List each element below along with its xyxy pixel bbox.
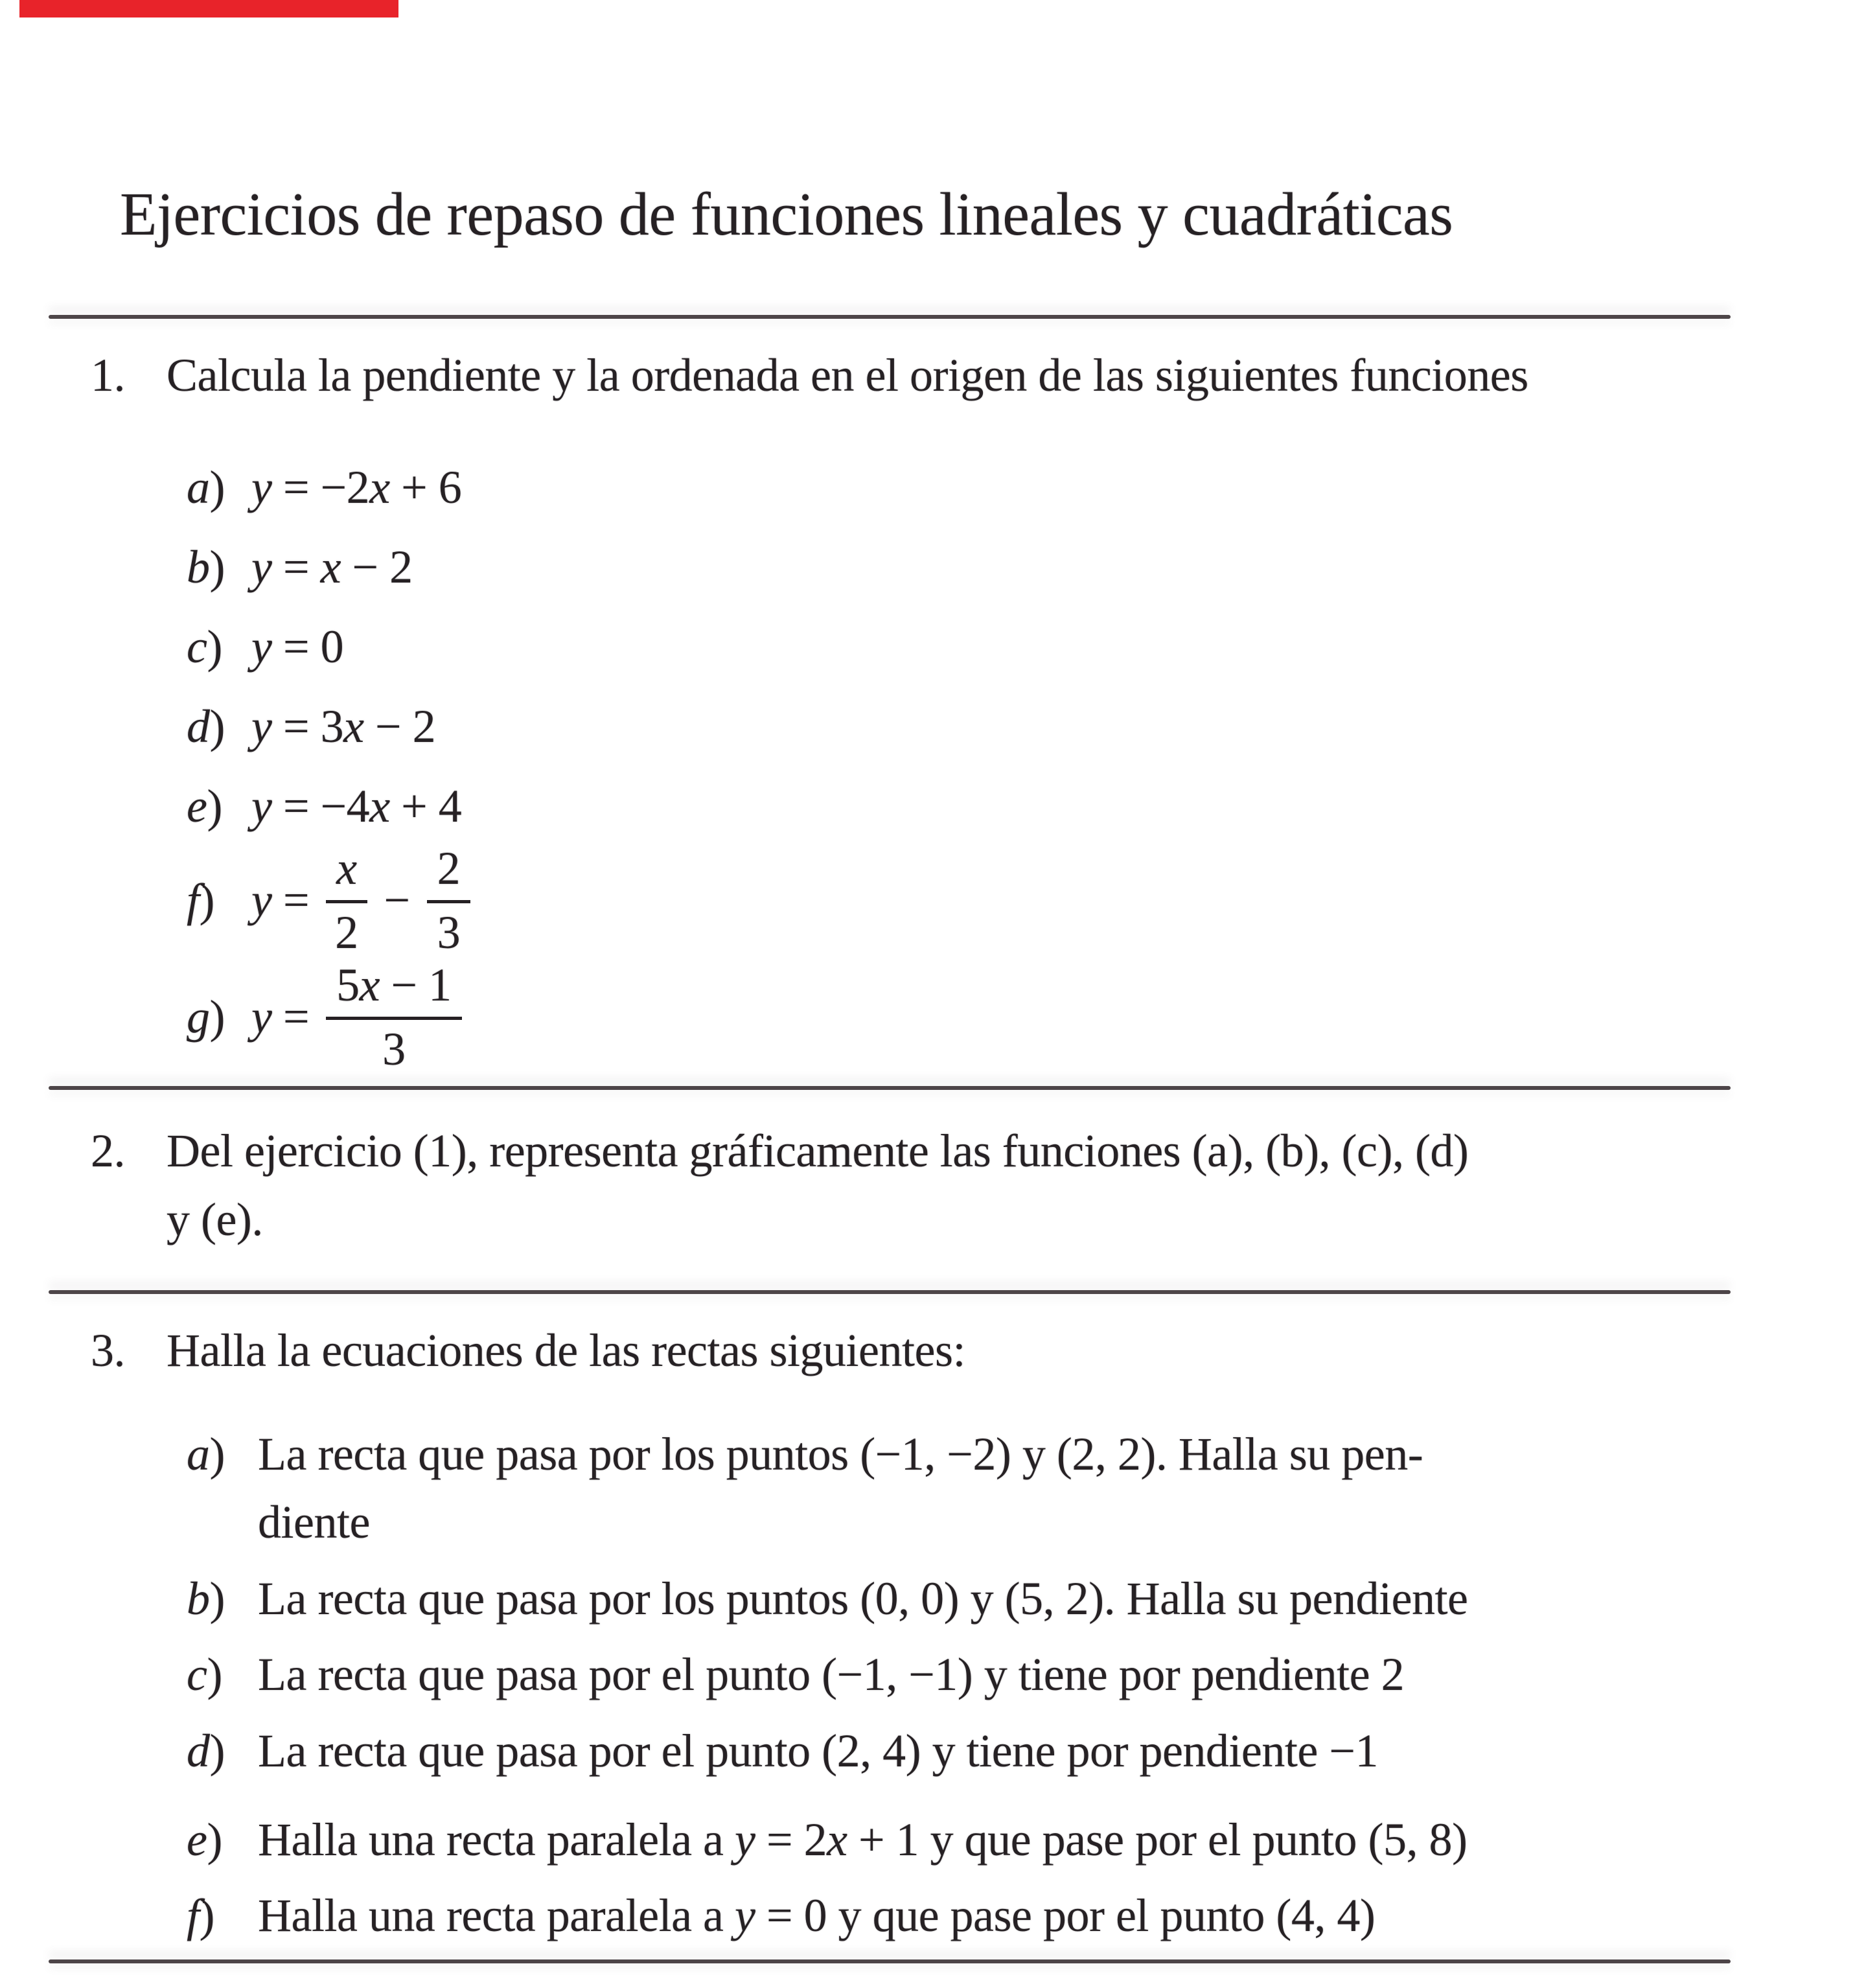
exercise-3-item-b bbox=[187, 1573, 1468, 1624]
exercise-1-item-f bbox=[187, 839, 470, 962]
red-marker-bar bbox=[19, 0, 398, 17]
fraction-denominator: 2 bbox=[335, 906, 358, 958]
exercise-2-number: 2. bbox=[91, 1125, 125, 1177]
horizontal-rule-bottom bbox=[49, 1959, 1731, 1963]
horizontal-rule-after-exercise-2 bbox=[49, 1290, 1731, 1294]
exercise-3-item-d bbox=[187, 1726, 1378, 1777]
exercise-2-text-line-1: Del ejercicio (1), representa gráficamente las funciones (a), (b), (c), (d) bbox=[167, 1125, 1469, 1177]
item-label: e) bbox=[187, 780, 222, 832]
item-text: La recta que pasa por los puntos (0, 0) y (5, 2). Halla su pendiente bbox=[258, 1573, 1468, 1624]
exercise-3-number: 3. bbox=[91, 1324, 125, 1376]
equation: y = −4x + 4 bbox=[251, 780, 462, 832]
fraction-numerator: 5x − 1 bbox=[326, 960, 462, 1019]
fraction-denominator: 3 bbox=[382, 1023, 406, 1075]
exercise-3-item-c bbox=[187, 1649, 1404, 1700]
equation: y = 0 bbox=[251, 621, 344, 673]
fraction-numerator: 2 bbox=[427, 843, 471, 903]
horizontal-rule-after-exercise-1 bbox=[49, 1086, 1731, 1090]
equation-with-fractions bbox=[251, 843, 470, 958]
item-label: f) bbox=[187, 874, 214, 927]
item-label: f) bbox=[187, 1890, 214, 1941]
item-label: b) bbox=[187, 541, 225, 593]
minus-operator: − bbox=[384, 874, 410, 927]
equation-lhs: y = bbox=[251, 874, 310, 927]
exercise-3-item-a-continuation: diente bbox=[258, 1496, 370, 1548]
exercise-1-number: 1. bbox=[91, 349, 125, 401]
item-text bbox=[258, 1890, 1375, 1941]
exercise-1-item-g bbox=[187, 956, 462, 1079]
item-text-post: y que pase por el punto (4, 4) bbox=[827, 1890, 1376, 1941]
item-text: La recta que pasa por el punto (−1, −1) y tiene por pendiente 2 bbox=[258, 1648, 1405, 1700]
exercise-1-item-d bbox=[187, 701, 435, 752]
equation: y = x − 2 bbox=[251, 541, 413, 593]
item-label: c) bbox=[187, 621, 222, 673]
page-title: Ejercicios de repaso de funciones lineales y cuadráticas bbox=[120, 181, 1453, 248]
item-label: g) bbox=[187, 991, 225, 1043]
exercise-3-item-e bbox=[187, 1814, 1467, 1866]
item-text-pre: Halla una recta paralela a bbox=[258, 1814, 735, 1866]
item-text: La recta que pasa por el punto (2, 4) y tiene por pendiente −1 bbox=[258, 1725, 1378, 1777]
exercise-2-text-line-2: y (e). bbox=[167, 1194, 263, 1245]
inline-equation: y = 2x + 1 bbox=[735, 1814, 919, 1866]
exercise-1-item-e bbox=[187, 781, 461, 832]
horizontal-rule-top bbox=[49, 315, 1731, 319]
equation-with-fraction bbox=[251, 960, 462, 1074]
fraction-numerator: x bbox=[326, 843, 367, 903]
equation: y = −2x + 6 bbox=[251, 461, 462, 513]
item-text bbox=[258, 1814, 1467, 1866]
item-label: d) bbox=[187, 1725, 225, 1777]
item-label: d) bbox=[187, 700, 225, 752]
fraction bbox=[427, 843, 471, 958]
item-label: b) bbox=[187, 1573, 225, 1624]
item-text: La recta que pasa por los puntos (−1, −2) y (2, 2). Halla su pen- bbox=[258, 1428, 1423, 1480]
exercise-3-prompt: Halla la ecuaciones de las rectas siguientes: bbox=[167, 1324, 965, 1376]
exercise-1-item-b bbox=[187, 542, 413, 593]
item-label: e) bbox=[187, 1814, 222, 1866]
item-label: a) bbox=[187, 461, 225, 513]
item-text-pre: Halla una recta paralela a bbox=[258, 1890, 735, 1941]
exercise-1-prompt: Calcula la pendiente y la ordenada en el origen de las siguientes funciones bbox=[167, 349, 1528, 401]
equation-lhs: y = bbox=[251, 991, 310, 1043]
inline-equation: y = 0 bbox=[735, 1890, 827, 1941]
item-label: c) bbox=[187, 1648, 222, 1700]
exercise-3-item-a bbox=[187, 1429, 1423, 1480]
exercise-1-item-c bbox=[187, 621, 343, 673]
item-label: a) bbox=[187, 1428, 225, 1480]
equation: y = 3x − 2 bbox=[251, 700, 436, 752]
exercise-1-item-a bbox=[187, 462, 461, 513]
fraction-denominator: 3 bbox=[437, 906, 461, 958]
exercise-3-item-f bbox=[187, 1890, 1375, 1941]
fraction bbox=[326, 843, 367, 958]
fraction bbox=[326, 960, 462, 1074]
item-text-post: y que pase por el punto (5, 8) bbox=[919, 1814, 1468, 1866]
